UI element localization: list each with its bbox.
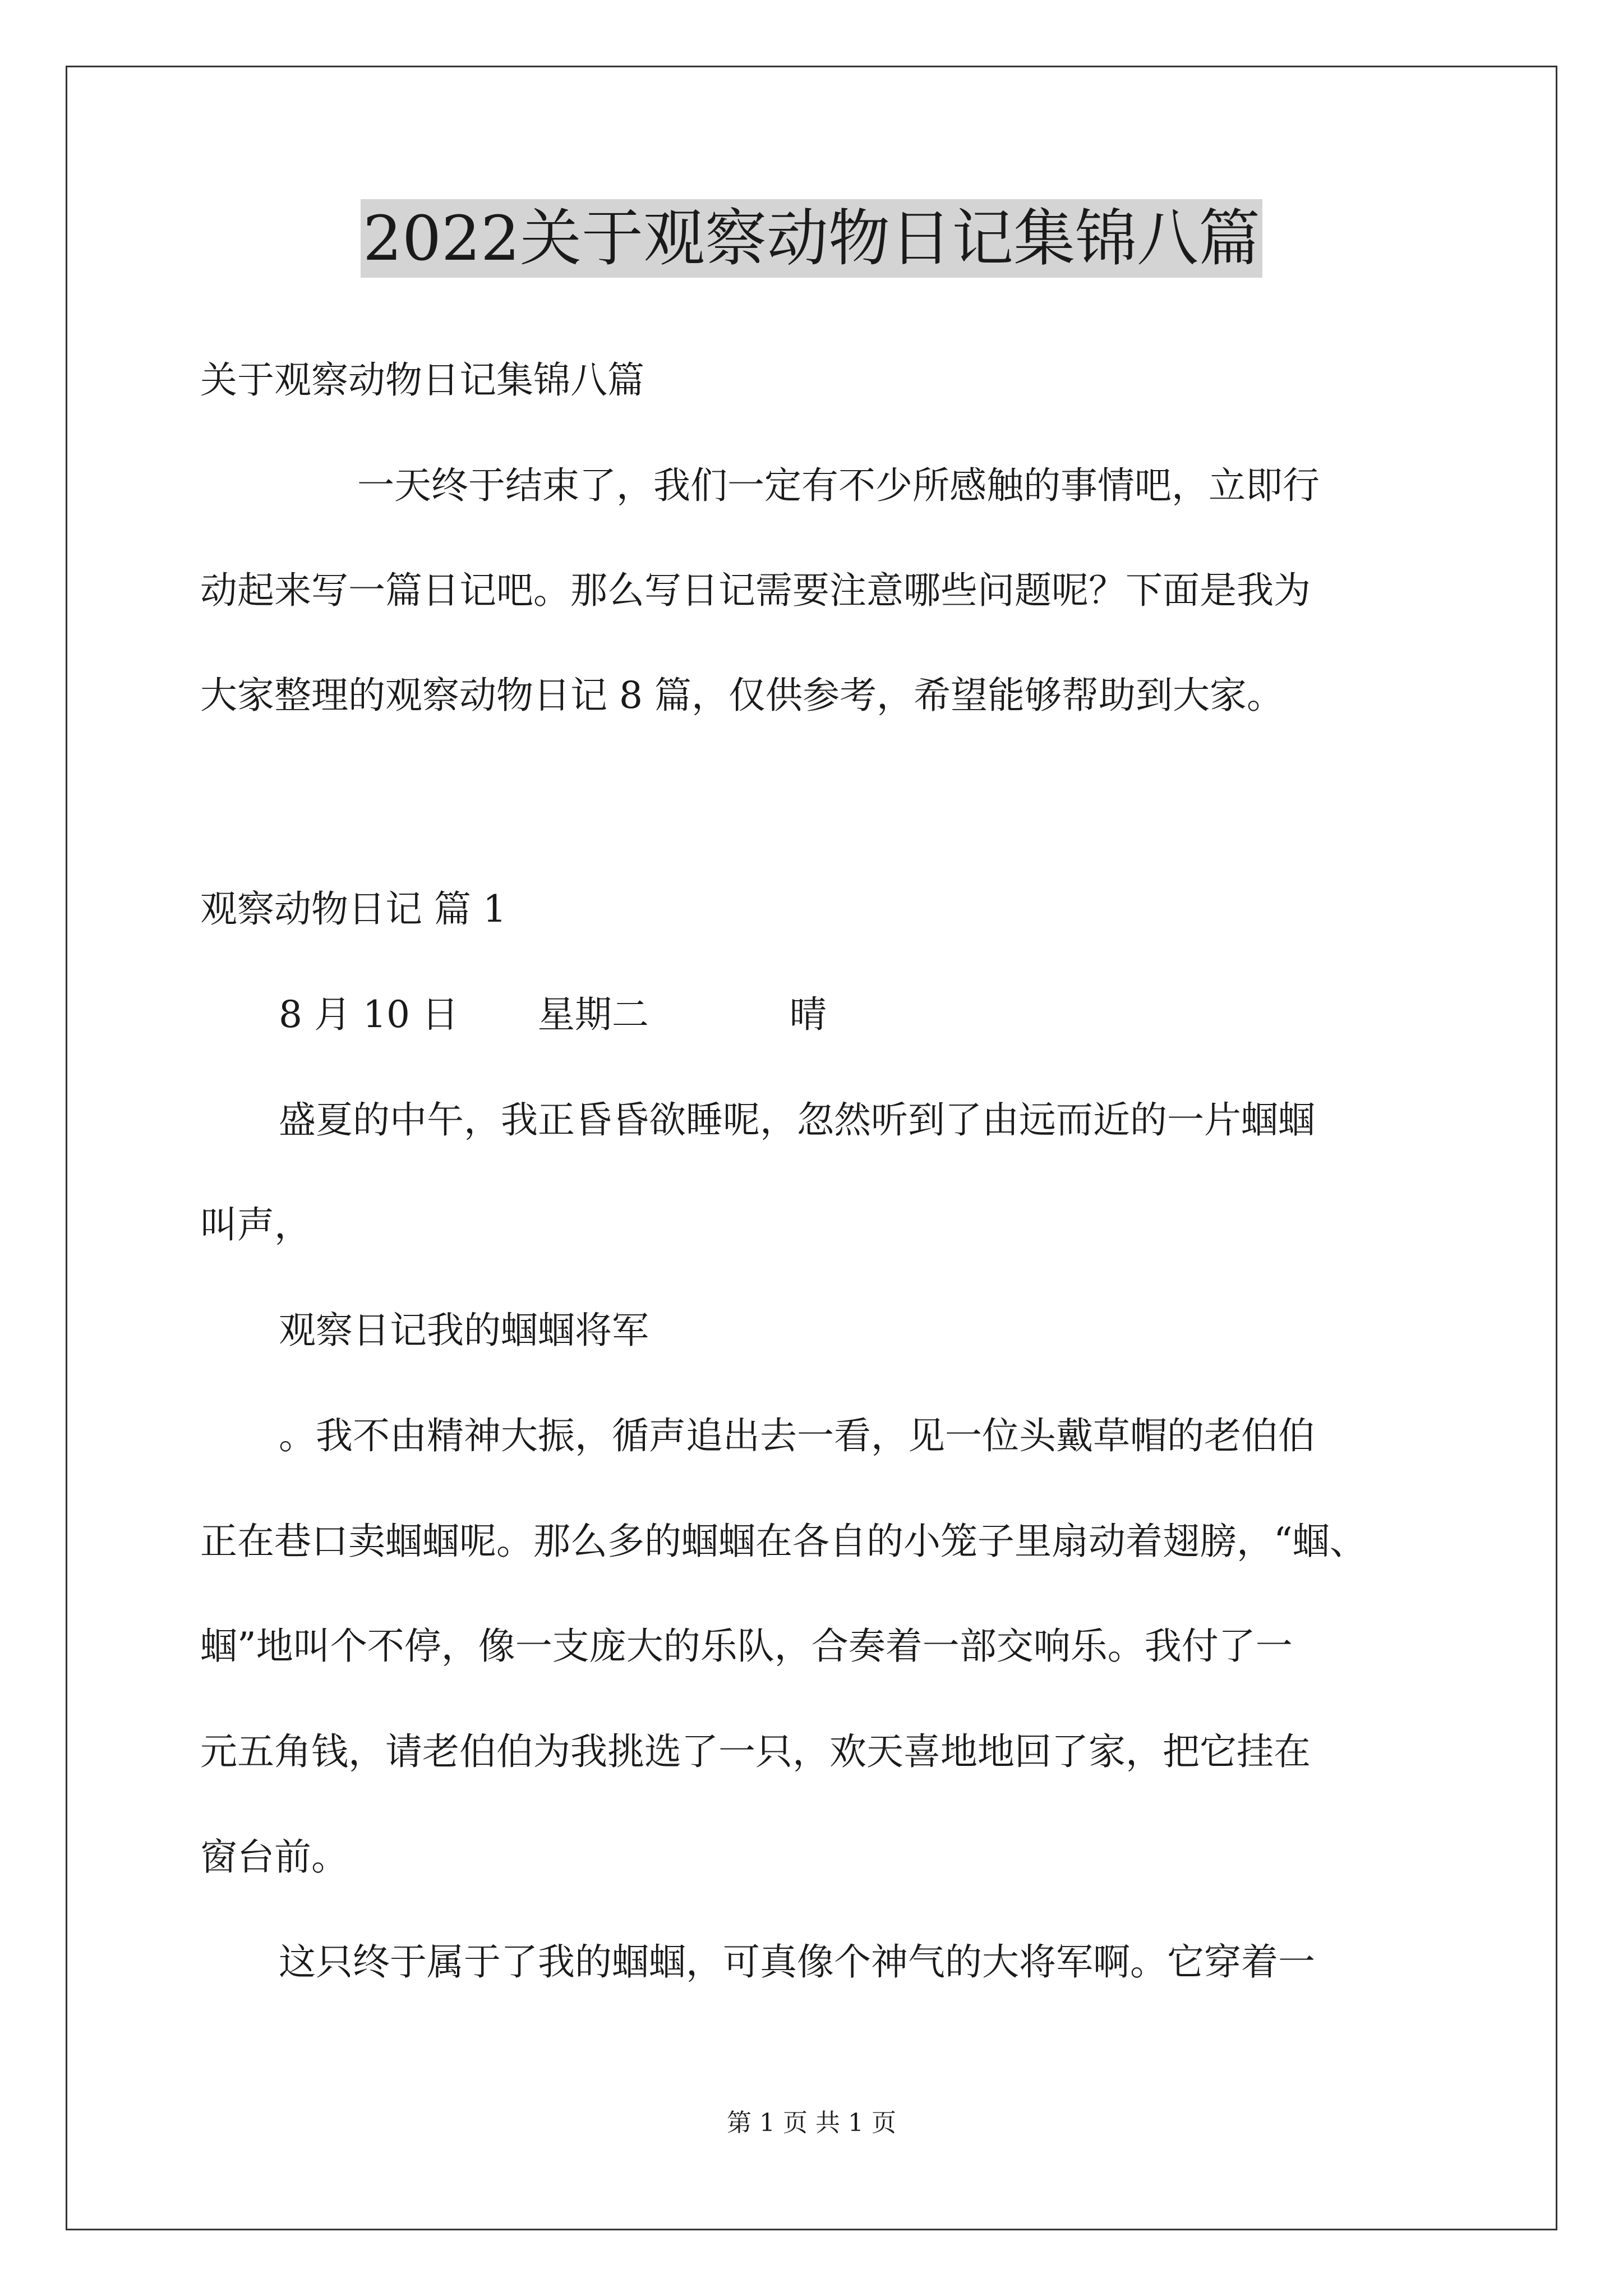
intro-line-2: 动起来写一篇日记吧。那么写日记需要注意哪些问题呢？下面是我为 <box>200 569 1311 612</box>
section-heading: 观察动物日记 篇 1 <box>200 887 506 931</box>
date-line <box>279 992 827 1037</box>
paragraph-line-5: 正在巷口卖蝈蝈呢。那么多的蝈蝈在各自的小笼子里扇动着翅膀，“蝈、 <box>200 1520 1367 1563</box>
intro-line-3: 大家整理的观察动物日记 8 篇，仅供参考，希望能够帮助到大家。 <box>200 674 1284 717</box>
date-weather: 晴 <box>789 993 827 1036</box>
date-weekday: 星期二 <box>537 993 649 1036</box>
paragraph-line-8: 窗台前。 <box>200 1835 348 1879</box>
paragraph-line-7: 元五角钱，请老伯伯为我挑选了一只，欢天喜地地回了家，把它挂在 <box>200 1730 1311 1773</box>
paragraph-line-1: 盛夏的中午，我正昏昏欲睡呢，忽然听到了由远而近的一片蝈蝈 <box>279 1098 1315 1142</box>
paragraph-line-4: 。我不由精神大振，循声追出去一看，见一位头戴草帽的老伯伯 <box>279 1414 1315 1457</box>
paragraph-line-9: 这只终于属于了我的蝈蝈，可真像个神气的大将军啊。它穿着一 <box>279 1940 1315 1984</box>
document-title: 2022关于观察动物日记集锦八篇 <box>361 199 1262 278</box>
document-subtitle: 关于观察动物日记集锦八篇 <box>200 358 644 402</box>
paragraph-line-6: 蝈”地叫个不停，像一支庞大的乐队，合奏着一部交响乐。我付了一 <box>200 1625 1293 1668</box>
title-container <box>0 199 1623 278</box>
paragraph-line-2: 叫声， <box>200 1203 311 1246</box>
page-footer: 第 1 页 共 1 页 <box>727 2109 896 2137</box>
paragraph-line-3: 观察日记我的蝈蝈将军 <box>279 1309 649 1352</box>
date-day: 8 月 10 日 <box>279 993 459 1036</box>
intro-line-1: 一天终于结束了，我们一定有不少所感触的事情吧，立即行 <box>357 464 1320 507</box>
